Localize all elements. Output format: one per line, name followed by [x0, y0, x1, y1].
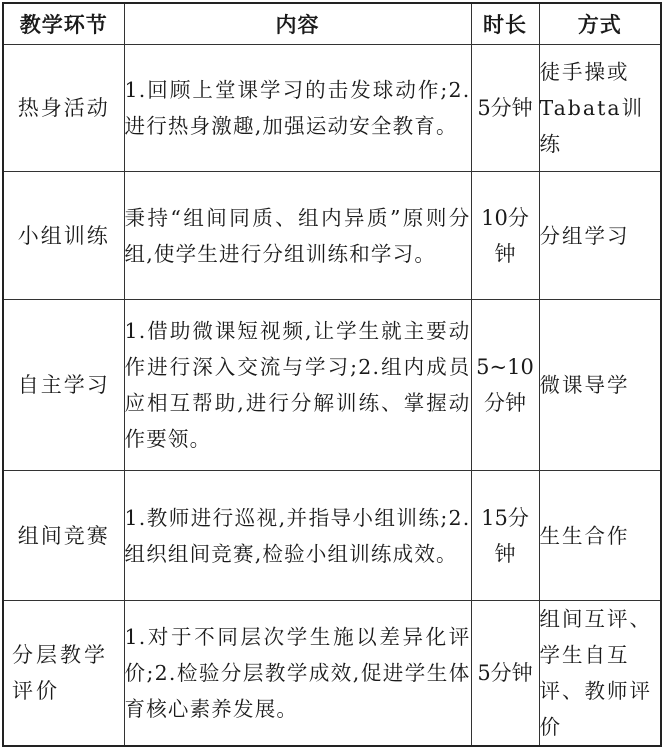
- content-cell: 1.教师进行巡视,并指导小组训练;2.组织组间竞赛,检验小组训练成效。: [124, 471, 471, 601]
- duration-cell: 5分钟: [471, 45, 539, 172]
- content-cell: 1.对于不同层次学生施以差异化评价;2.检验分层教学成效,促进学生体育核心素养发展。: [124, 601, 471, 747]
- lesson-plan-sheet: [2, 2, 660, 738]
- method-cell: 生生合作: [539, 471, 661, 601]
- duration-cell: 15分钟: [471, 471, 539, 601]
- header-content: 内容: [124, 3, 471, 45]
- method-cell: 徒手操或Tabata训练: [539, 45, 661, 172]
- table-row: [3, 45, 661, 172]
- header-duration: 时长: [471, 3, 539, 45]
- table-row: [3, 172, 661, 300]
- stage-cell: 分层教学评价: [3, 601, 124, 747]
- content-cell: 1.回顾上堂课学习的击发球动作;2.进行热身激趣,加强运动安全教育。: [124, 45, 471, 172]
- content-cell: 1.借助微课短视频,让学生就主要动作进行深入交流与学习;2.组内成员应相互帮助,进行分解训练、掌握动作要领。: [124, 300, 471, 471]
- method-cell: 微课导学: [539, 300, 661, 471]
- table-header-row: [3, 3, 661, 45]
- duration-cell: 10分钟: [471, 172, 539, 300]
- stage-cell: 小组训练: [3, 172, 124, 300]
- method-cell: 分组学习: [539, 172, 661, 300]
- table-row: [3, 300, 661, 471]
- content-cell: 秉持“组间同质、组内异质”原则分组,使学生进行分组训练和学习。: [124, 172, 471, 300]
- stage-cell: 组间竞赛: [3, 471, 124, 601]
- table-row: [3, 471, 661, 601]
- header-stage: 教学环节: [3, 3, 124, 45]
- stage-cell: 热身活动: [3, 45, 124, 172]
- table-row: [3, 601, 661, 747]
- method-cell: 组间互评、学生自互评、教师评价: [539, 601, 661, 747]
- lesson-plan-table: [2, 2, 662, 747]
- duration-cell: 5~10分钟: [471, 300, 539, 471]
- stage-cell: 自主学习: [3, 300, 124, 471]
- header-method: 方式: [539, 3, 661, 45]
- duration-cell: 5分钟: [471, 601, 539, 747]
